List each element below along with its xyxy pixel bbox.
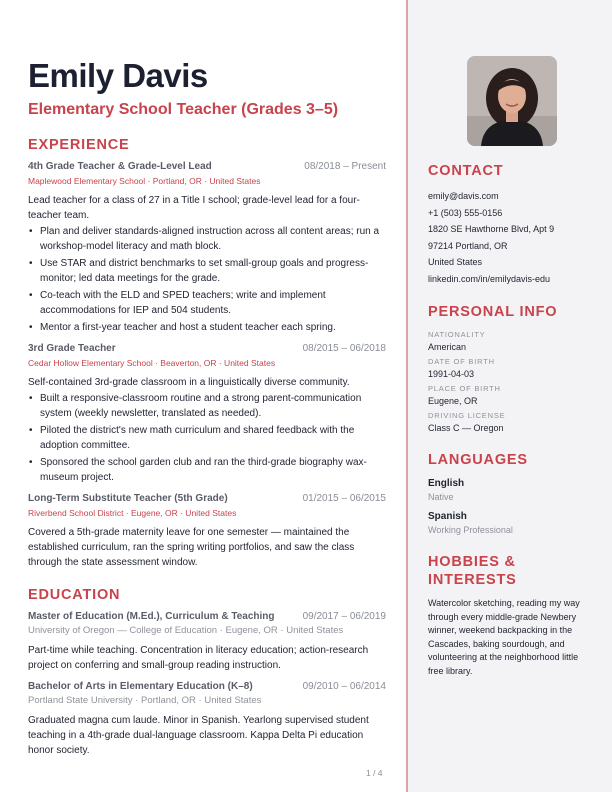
languages-section-title: LANGUAGES bbox=[428, 452, 528, 468]
experience-entry bbox=[28, 160, 386, 335]
birthplace-label: PLACE OF BIRTH bbox=[428, 384, 501, 393]
employer: Maplewood Elementary School · Portland, OR · United States bbox=[28, 176, 261, 186]
dob-label: DATE OF BIRTH bbox=[428, 357, 495, 366]
education-entry bbox=[28, 680, 386, 758]
school: Portland State University · Portland, OR · United States bbox=[28, 695, 262, 706]
contact-country-line: United States bbox=[428, 257, 483, 267]
experience-entry bbox=[28, 492, 386, 570]
degree-dates: 09/2017 – 06/2019 bbox=[302, 611, 386, 622]
contact-email[interactable]: emily@davis.com bbox=[428, 191, 499, 201]
language-name: English bbox=[428, 478, 465, 489]
candidate-name: Emily Davis bbox=[28, 57, 208, 94]
experience-entry bbox=[28, 342, 386, 485]
job-bullet: • Built a responsive-classroom routine and a strong parent-communication system (weekly newsletter, translated as needed). bbox=[28, 391, 386, 421]
nationality-label: NATIONALITY bbox=[428, 330, 486, 339]
contact-city-line: 97214 Portland, OR bbox=[428, 240, 508, 251]
degree-title: Bachelor of Arts in Elementary Education (K–8) bbox=[28, 681, 253, 692]
portrait-image bbox=[467, 56, 557, 146]
sidebar bbox=[406, 0, 612, 792]
job-bullet: • Mentor a first-year teacher and host a student teacher each spring. bbox=[28, 320, 386, 335]
job-summary: Lead teacher for a class of 27 in a Title I school; grade-level lead for a four-teacher team. bbox=[28, 195, 360, 221]
language-level: Native bbox=[428, 492, 454, 502]
birthplace-value: Eugene, OR bbox=[428, 396, 478, 406]
job-dates: 08/2018 – Present bbox=[304, 161, 386, 172]
license-label: DRIVING LICENSE bbox=[428, 411, 506, 420]
degree-summary: Graduated magna cum laude. Minor in Spanish. Yearlong supervised student teaching in a 4th-grade dual-language classroom. Kappa Delta Pi education honor society. bbox=[28, 715, 369, 756]
hobbies-section-title-line2: INTERESTS bbox=[428, 572, 517, 588]
school: University of Oregon — College of Education · Eugene, OR · United States bbox=[28, 625, 344, 636]
degree-summary: Part-time while teaching. Concentration in literacy education; action-research project on conferring and small-group reading instruction. bbox=[28, 645, 369, 671]
job-dates: 08/2015 – 06/2018 bbox=[302, 343, 386, 354]
contact-phone[interactable]: +1 (503) 555-0156 bbox=[428, 207, 503, 218]
job-title: 3rd Grade Teacher bbox=[28, 343, 116, 354]
job-bullet: • Plan and deliver standards-aligned instruction across all content areas; run a workshop-model literacy and math block. bbox=[28, 224, 386, 254]
nationality-value: American bbox=[428, 342, 467, 352]
job-bullet: • Piloted the district's new math curriculum and shared feedback with the adoption committee. bbox=[28, 423, 386, 453]
employer: Cedar Hollow Elementary School · Beaverton, OR · United States bbox=[28, 358, 276, 368]
contact-linkedin-link[interactable]: linkedin.com/in/emilydavis-edu bbox=[428, 273, 551, 284]
education-section-title: EDUCATION bbox=[28, 587, 121, 603]
degree-title: Master of Education (M.Ed.), Curriculum & Teaching bbox=[28, 611, 275, 622]
language-level: Working Professional bbox=[428, 525, 513, 535]
job-bullet: • Sponsored the school garden club and ran the third-grade biography wax-museum project. bbox=[28, 455, 386, 485]
hobbies-text: Watercolor sketching, reading my way through every middle-grade Newbery winner, weekend backpacking in the Cascades, baking sourdough, and volunteering at the neighborhood little free library. bbox=[428, 598, 580, 676]
page-indicator: 1 / 4 bbox=[366, 768, 383, 778]
job-dates: 01/2015 – 06/2015 bbox=[302, 493, 386, 504]
job-bullet: • Co-teach with the ELD and SPED teachers; write and implement accommodations for IEP and 504 students. bbox=[28, 288, 386, 318]
contact-address-line: 1820 SE Hawthorne Blvd, Apt 9 bbox=[428, 224, 555, 234]
hobbies-section-title-line1: HOBBIES & bbox=[428, 554, 516, 570]
language-name: Spanish bbox=[428, 511, 467, 522]
dob-value: 1991-04-03 bbox=[428, 369, 475, 379]
education-entry bbox=[28, 610, 386, 673]
personal-info-section-title: PERSONAL INFO bbox=[428, 304, 558, 320]
license-value: Class C — Oregon bbox=[428, 423, 504, 433]
degree-dates: 09/2010 – 06/2014 bbox=[302, 681, 386, 692]
job-bullets bbox=[28, 224, 386, 335]
job-summary: Covered a 5th-grade maternity leave for one semester — maintained the established curriculum, ran the spring writing portfolios, and saw the class through the state assessment window. bbox=[28, 527, 355, 568]
job-title: 4th Grade Teacher & Grade-Level Lead bbox=[28, 161, 212, 172]
job-bullets bbox=[28, 391, 386, 485]
candidate-headline: Elementary School Teacher (Grades 3–5) bbox=[28, 101, 339, 118]
profile-photo bbox=[467, 56, 557, 146]
job-title: Long-Term Substitute Teacher (5th Grade) bbox=[28, 493, 228, 504]
employer: Riverbend School District · Eugene, OR · United States bbox=[28, 508, 237, 518]
experience-section-title: EXPERIENCE bbox=[28, 137, 130, 153]
contact-section-title: CONTACT bbox=[428, 163, 504, 179]
job-summary: Self-contained 3rd-grade classroom in a linguistically diverse community. bbox=[28, 377, 350, 388]
job-bullet: • Use STAR and district benchmarks to set small-group goals and progress-monitor; led data meetings for the grade. bbox=[28, 256, 386, 286]
